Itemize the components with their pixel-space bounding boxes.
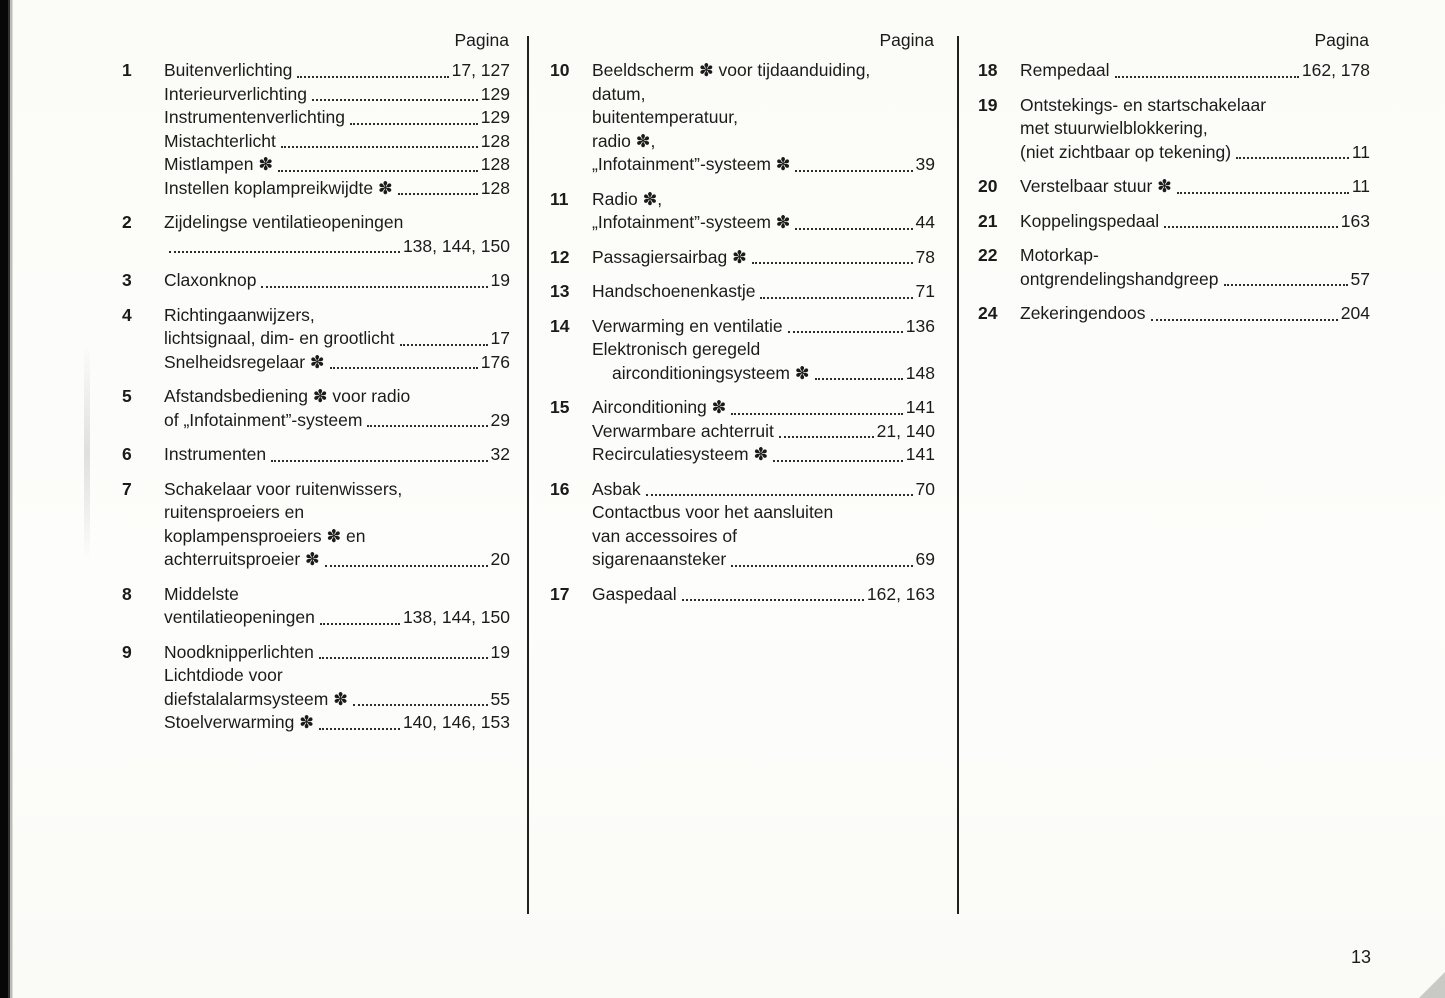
entry-text: Zekeringendoos: [1020, 303, 1146, 323]
entry-line: [592, 478, 935, 502]
page-ref: 176: [480, 351, 510, 372]
dot-leader: [779, 420, 874, 444]
page-ref: 204: [1340, 303, 1370, 323]
entry-number: 17: [550, 583, 570, 604]
entry-line: [164, 385, 510, 409]
column-divider: [527, 36, 529, 914]
page-ref: 163: [1340, 210, 1370, 231]
entry-line: [164, 711, 510, 735]
entry-lines: [164, 641, 510, 735]
scan-edge-artifact: [0, 0, 13, 998]
entry-line: [592, 583, 935, 607]
column-divider: [957, 36, 959, 914]
page-ref: 32: [490, 444, 510, 464]
page-ref: 128: [480, 130, 510, 151]
entry-line: [592, 362, 935, 386]
entry-number: 1: [122, 60, 132, 80]
index-entry: [550, 188, 935, 235]
entry-text: Mistlampen ✽: [164, 154, 273, 174]
entry-text: Beeldscherm ✽ voor tijdaanduiding,: [592, 60, 871, 80]
entry-number: 2: [122, 212, 132, 232]
index-entry: [550, 280, 935, 304]
column-header-pagina: Pagina: [1314, 30, 1369, 50]
page-ref: 17: [490, 328, 510, 348]
page-ref: 29: [490, 409, 510, 430]
entry-text: Claxonknop: [164, 270, 257, 290]
page-ref: 136: [905, 315, 935, 336]
entry-text: Interieurverlichting: [164, 83, 307, 104]
dot-leader: [788, 315, 903, 339]
entry-line: [592, 188, 935, 212]
entry-lines: [164, 211, 510, 258]
entry-line: [1020, 302, 1370, 326]
entry-line: [164, 688, 510, 712]
dot-leader: [325, 548, 488, 572]
dot-leader: [1115, 59, 1299, 83]
dot-leader: [1177, 175, 1349, 199]
entry-text: buitentemperatuur,: [592, 107, 738, 127]
dot-leader: [319, 711, 400, 735]
entry-line: [1020, 59, 1370, 83]
entry-line: [1020, 268, 1370, 292]
index-entry: [122, 304, 510, 375]
page-ref: 17, 127: [451, 60, 510, 80]
column-header-pagina: Pagina: [454, 30, 509, 50]
entry-line: [164, 153, 510, 177]
entry-text: Elektronisch geregeld: [592, 339, 761, 359]
dot-leader: [312, 83, 478, 107]
dot-leader: [353, 688, 488, 712]
page-ref: 141: [905, 444, 935, 464]
entry-line: [164, 351, 510, 375]
entry-lines: [1020, 94, 1370, 165]
entry-lines: [164, 583, 510, 630]
entry-lines: [592, 188, 935, 235]
entry-text: radio ✽,: [592, 130, 656, 151]
index-entry: [122, 478, 510, 572]
entry-lines: [164, 304, 510, 375]
index-entry: [550, 315, 935, 386]
entry-number: 4: [122, 304, 132, 325]
page-ref: 138, 144, 150: [402, 235, 510, 256]
entry-line: [164, 606, 510, 630]
entry-text: van accessoires of: [592, 525, 737, 546]
entry-text: Verwarming en ventilatie: [592, 315, 783, 336]
entry-lines: [164, 443, 510, 467]
index-entry: [978, 175, 1370, 199]
index-column-3: [978, 30, 1370, 914]
entry-text: „Infotainment”-systeem ✽: [592, 212, 791, 232]
dot-leader: [1164, 210, 1338, 234]
entry-text: koplampensproeiers ✽ en: [164, 525, 366, 546]
entry-text: ruitensproeiers en: [164, 502, 305, 522]
entry-text: Afstandsbediening ✽ voor radio: [164, 386, 411, 406]
entry-line: [164, 130, 510, 154]
entry-line: [164, 478, 510, 502]
scan-smudge-artifact: [84, 345, 90, 560]
index-column-2: [550, 30, 935, 914]
entry-text: Richtingaanwijzers,: [164, 304, 315, 325]
dot-leader: [1151, 302, 1338, 326]
page-ref: 129: [480, 83, 510, 104]
entry-line: [164, 664, 510, 688]
entry-text: Motorkap-: [1020, 245, 1099, 265]
entry-number: 5: [122, 386, 132, 406]
entry-text: Ontstekings- en startschakelaar: [1020, 94, 1267, 115]
entry-text: met stuurwielblokkering,: [1020, 118, 1208, 138]
index-entry: [122, 443, 510, 467]
page-ref: 162, 178: [1301, 60, 1370, 80]
entry-text: Koppelingspedaal: [1020, 210, 1160, 231]
entry-lines: [1020, 244, 1370, 291]
entry-text: ventilatieopeningen: [164, 607, 315, 627]
dot-leader: [795, 153, 912, 177]
entry-line: [592, 211, 935, 235]
entry-line: [1020, 210, 1370, 234]
entry-line: [592, 153, 935, 177]
entry-text: Noodknipperlichten: [164, 641, 314, 662]
entry-text: Contactbus voor het aansluiten: [592, 502, 834, 522]
entry-number: 8: [122, 583, 132, 604]
page-ref: 55: [490, 688, 510, 709]
entry-text: Verstelbaar stuur ✽: [1020, 176, 1172, 196]
entry-line: [164, 177, 510, 201]
dot-leader: [169, 235, 400, 259]
entry-line: [164, 106, 510, 130]
index-entry: [122, 641, 510, 735]
page-ref: 39: [915, 154, 935, 174]
index-entry: [122, 269, 510, 293]
entry-text: Airconditioning ✽: [592, 397, 727, 417]
dot-leader: [760, 280, 912, 304]
entry-line: [164, 327, 510, 351]
dot-leader: [281, 130, 478, 154]
entry-number: 6: [122, 444, 132, 464]
entry-line: [592, 83, 935, 107]
entry-text: achterruitsproeier ✽: [164, 549, 320, 569]
index-column-1: [122, 30, 510, 914]
page-ref: 70: [915, 478, 935, 499]
entry-line: [164, 443, 510, 467]
entry-lines: [164, 478, 510, 572]
entry-lines: [1020, 175, 1370, 199]
entry-text: Instellen koplampreikwijdte ✽: [164, 177, 393, 198]
entry-line: [592, 501, 935, 525]
entry-line: [1020, 244, 1370, 268]
entry-lines: [592, 478, 935, 572]
index-entry: [978, 210, 1370, 234]
entry-text: Gaspedaal: [592, 583, 677, 604]
dot-leader: [731, 396, 902, 420]
entry-line: [592, 338, 935, 362]
entry-text: Handschoenenkastje: [592, 281, 756, 301]
index-entry: [122, 583, 510, 630]
entry-text: Mistachterlicht: [164, 130, 276, 151]
index-entry: [978, 302, 1370, 326]
page-ref: 69: [915, 549, 935, 569]
entry-number: 11: [550, 188, 569, 209]
index-entry: [550, 478, 935, 572]
entry-lines: [592, 59, 935, 177]
entry-list: [978, 59, 1370, 326]
entry-line: [164, 304, 510, 328]
page-ref: 20: [490, 549, 510, 569]
index-entry: [978, 59, 1370, 83]
entry-line: [1020, 141, 1370, 165]
entry-lines: [592, 280, 935, 304]
index-entry: [122, 59, 510, 200]
index-entry: [550, 246, 935, 270]
entry-text: Passagiersairbag ✽: [592, 246, 747, 267]
entry-line: [164, 525, 510, 549]
entry-number: 15: [550, 397, 570, 417]
page-ref: 162, 163: [866, 583, 935, 604]
entry-line: [1020, 94, 1370, 118]
page-curl-artifact: [1419, 972, 1445, 998]
dot-leader: [278, 153, 478, 177]
dot-leader: [1236, 141, 1349, 165]
dot-leader: [1224, 268, 1348, 292]
dot-leader: [398, 177, 478, 201]
page-ref: 148: [905, 362, 935, 383]
entry-lines: [164, 59, 510, 200]
page-ref: 57: [1350, 268, 1370, 289]
entry-lines: [592, 246, 935, 270]
entry-line: [164, 211, 510, 235]
entry-text: datum,: [592, 83, 646, 104]
page-ref: 129: [480, 107, 510, 127]
page-ref: 11: [1351, 141, 1370, 162]
page-ref: 78: [915, 246, 935, 267]
dot-leader: [271, 443, 487, 467]
entry-line: [164, 59, 510, 83]
entry-line: [592, 315, 935, 339]
dot-leader: [795, 211, 912, 235]
entry-lines: [592, 315, 935, 386]
entry-number: 20: [978, 176, 998, 196]
entry-text: Lichtdiode voor: [164, 665, 283, 685]
dot-leader: [752, 246, 913, 270]
entry-number: 7: [122, 478, 132, 499]
entry-number: 12: [550, 246, 570, 267]
entry-line: [164, 548, 510, 572]
entry-line: [164, 235, 510, 259]
entry-number: 21: [978, 210, 998, 231]
dot-leader: [297, 59, 448, 83]
dot-leader: [330, 351, 478, 375]
entry-text: Recirculatiesysteem ✽: [592, 444, 769, 464]
entry-text: Radio ✽,: [592, 188, 663, 209]
dot-leader: [815, 362, 903, 386]
page-ref: 19: [490, 270, 510, 290]
dot-leader: [367, 409, 487, 433]
entry-line: [592, 548, 935, 572]
page-ref: 11: [1351, 176, 1370, 196]
index-entry: [978, 244, 1370, 291]
entry-line: [592, 59, 935, 83]
entry-number: 10: [550, 60, 570, 80]
page-ref: 140, 146, 153: [402, 712, 510, 732]
dot-leader: [682, 583, 864, 607]
entry-text: Zijdelingse ventilatieopeningen: [164, 212, 404, 232]
entry-number: 19: [978, 94, 998, 115]
dot-leader: [773, 443, 903, 467]
entry-number: 24: [978, 303, 998, 323]
entry-line: [164, 83, 510, 107]
index-entry: [978, 94, 1370, 165]
entry-text: Instrumentenverlichting: [164, 107, 345, 127]
entry-text: of „Infotainment”-systeem: [164, 409, 363, 430]
index-entry: [122, 385, 510, 432]
page-ref: 128: [480, 154, 510, 174]
entry-number: 9: [122, 641, 132, 662]
entry-text: „Infotainment”-systeem ✽: [592, 154, 791, 174]
entry-line: [592, 106, 935, 130]
entry-line: [592, 525, 935, 549]
entry-list: [550, 59, 935, 606]
entry-line: [164, 641, 510, 665]
column-header-pagina: Pagina: [879, 30, 934, 50]
dot-leader: [320, 606, 400, 630]
entry-text: Verwarmbare achterruit: [592, 420, 774, 441]
entry-number: 18: [978, 60, 998, 80]
dot-leader: [646, 478, 913, 502]
entry-text: Stoelverwarming ✽: [164, 712, 314, 732]
dot-leader: [400, 327, 488, 351]
entry-text: Schakelaar voor ruitenwissers,: [164, 478, 403, 499]
page-ref: 128: [480, 177, 510, 198]
page-ref: 44: [915, 212, 935, 232]
page-ref: 19: [490, 641, 510, 662]
entry-line: [164, 501, 510, 525]
entry-text: (niet zichtbaar op tekening): [1020, 141, 1232, 162]
dot-leader: [319, 641, 488, 665]
entry-lines: [592, 396, 935, 467]
entry-line: [1020, 175, 1370, 199]
dot-leader: [350, 106, 478, 130]
dot-leader: [261, 269, 487, 293]
entry-number: 13: [550, 281, 570, 301]
page-ref: 21, 140: [876, 420, 935, 441]
entry-number: 16: [550, 478, 570, 499]
page-number: 13: [1350, 947, 1371, 967]
entry-text: lichtsignaal, dim- en grootlicht: [164, 328, 395, 348]
page-ref: 71: [915, 281, 935, 301]
entry-list: [122, 59, 510, 735]
dot-leader: [731, 548, 912, 572]
entry-lines: [1020, 210, 1370, 234]
entry-number: 3: [122, 270, 132, 290]
entry-line: [592, 246, 935, 270]
entry-line: [592, 130, 935, 154]
entry-line: [164, 409, 510, 433]
entry-number: 14: [550, 315, 570, 336]
index-entry: [550, 396, 935, 467]
entry-lines: [164, 385, 510, 432]
entry-text: ontgrendelingshandgreep: [1020, 268, 1219, 289]
entry-lines: [1020, 302, 1370, 326]
entry-line: [1020, 117, 1370, 141]
entry-text: Rempedaal: [1020, 60, 1110, 80]
entry-text: Snelheidsregelaar ✽: [164, 351, 325, 372]
entry-line: [592, 280, 935, 304]
entry-lines: [1020, 59, 1370, 83]
entry-text: diefstalalarmsysteem ✽: [164, 688, 348, 709]
entry-text: Buitenverlichting: [164, 60, 293, 80]
entry-text: Middelste: [164, 583, 239, 604]
entry-line: [592, 396, 935, 420]
entry-text: airconditioningsysteem ✽: [612, 362, 810, 383]
entry-number: 22: [978, 245, 998, 265]
entry-lines: [164, 269, 510, 293]
entry-line: [592, 443, 935, 467]
index-entry: [122, 211, 510, 258]
page-ref: 141: [905, 397, 935, 417]
index-entry: [550, 583, 935, 607]
entry-line: [164, 583, 510, 607]
index-entry: [550, 59, 935, 177]
entry-text: Instrumenten: [164, 444, 267, 464]
entry-lines: [592, 583, 935, 607]
entry-line: [164, 269, 510, 293]
entry-line: [592, 420, 935, 444]
entry-text: Asbak: [592, 478, 641, 499]
entry-text: sigarenaansteker: [592, 549, 727, 569]
page-ref: 138, 144, 150: [402, 607, 510, 627]
